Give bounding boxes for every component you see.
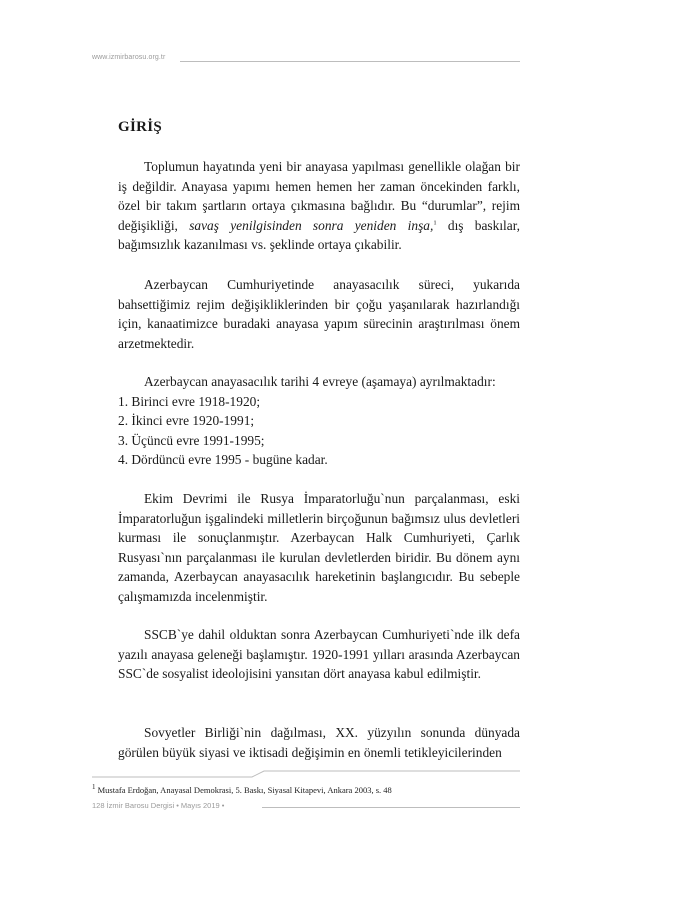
header-url: www.izmirbarosu.org.tr (92, 54, 166, 61)
footer-rule (262, 807, 520, 808)
paragraph-1-italic: savaş yenilgisinden sonra yeniden inşa, (189, 217, 434, 233)
paragraph-4: Ekim Devrimi ile Rusya İmparatorluğu`nun parçalanması, eski İmparatorluğun işgalindeki milletlerin birçoğunun bağımsız ulus devletleri kurması ile sonuçlanmıştır. Azerbaycan Halk Cumhuriyeti, Çarlık Rusyası`nın parçalanması ile kurulan devletlerden biridir. Bu dönem aynı zamanda, Azerbaycan anayasacılık hareketinin başlangıcıdır. Bu sebeple çalışmamızda incelenmiştir. (118, 491, 520, 604)
paragraph-1 (118, 157, 520, 255)
footnote-number: 1 (92, 783, 96, 791)
paragraph-2: Azerbaycan Cumhuriyetinde anayasacılık süreci, yukarıda bahsettiğimiz rejim değişikliklerinden bir çoğu yaşanılarak hazırlandığı için, kanaatimizce buradaki anayasa yapım sürecinin araştırılması önem arzetmektedir. (118, 277, 520, 351)
paragraph-1-text-a: Toplumun hayatında yeni bir anayasa yapılması genellikle olağan bir iş değildir. Anayasa yapımı hemen hemen her zaman öncekinden farklı, özel bir takım şartların ortaya çıkmasına bağlıdır. Bu “durumlar”, rejim değişikliği, (118, 159, 520, 233)
list-item: 4. Dördüncü evre 1995 - bugüne kadar. (118, 452, 328, 468)
footnote-text: Mustafa Erdoğan, Anayasal Demokrasi, 5. Baskı, Siyasal Kitapevi, Ankara 2003, s. 48 (95, 784, 392, 795)
list-item: 1. Birinci evre 1918-1920; (118, 393, 261, 409)
paragraph-6: Sovyetler Birliği`nin dağılması, XX. yüzyılın sonunda dünyada görülen büyük siyasi ve iktisadi değişimin en önemli tetikleyicilerinden (118, 725, 520, 760)
footnote-rule (92, 770, 520, 778)
list-item: 3. Üçüncü evre 1991-1995; (118, 432, 265, 448)
list-item: 2. İkinci evre 1920-1991; (118, 413, 255, 429)
evre-list-intro: Azerbaycan anayasacılık tarihi 4 evreye (aşamaya) ayrılmaktadır: (144, 374, 496, 389)
footnote-reference[interactable]: 1 (433, 219, 437, 227)
footnote (92, 783, 520, 795)
paragraph-5: SSCB`ye dahil olduktan sonra Azerbaycan Cumhuriyeti`nde ilk defa yazılı anayasa geleneği başlamıştır. 1920-1991 yılları arasında Azerbaycan SSC`de sosyalist ideolojisini yansıtan dört anayasa kabul edilmiştir. (118, 627, 520, 682)
page-title: GİRİŞ (118, 119, 163, 135)
page-footer: 128 İzmir Barosu Dergisi • Mayıs 2019 • (92, 801, 225, 810)
evre-list (118, 372, 520, 470)
paragraph-1-text-b: dış baskılar, bağımsızlık kazanılması vs. şeklinde ortaya çıkabilir. (118, 217, 520, 253)
header-rule (180, 61, 520, 62)
